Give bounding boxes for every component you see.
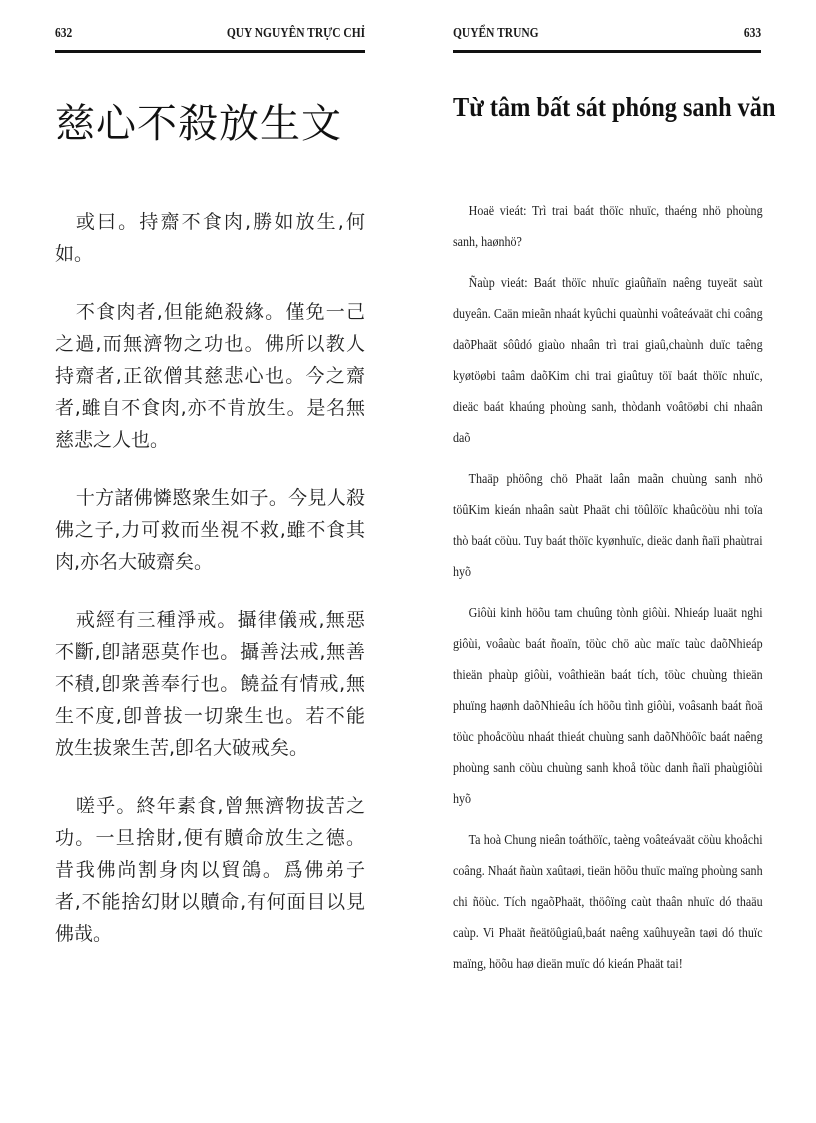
- chapter-title: Từ tâm bất sát phóng sanh văn: [453, 92, 776, 122]
- running-title: QUYỂN TRUNG: [453, 26, 539, 41]
- header-rule: [55, 50, 365, 53]
- left-page: [55, 0, 365, 1123]
- page-number: 633: [743, 26, 762, 41]
- running-head-right: [453, 26, 761, 48]
- chapter-title: 慈心不殺放生文: [55, 101, 342, 147]
- paragraph: 戒經有三種淨戒。攝律儀戒,無惡不斷,卽諸惡莫作也。攝善法戒,無善不積,卽衆善奉行也。饒益有情戒,無生不度,卽普拔一切衆生也。若不能放生拔衆生苦,卽名大破戒矣。: [55, 609, 365, 759]
- paragraph: 嗟乎。終年素食,曾無濟物拔苦之功。一旦捨財,便有贖命放生之德。昔我佛尚割身肉以貿鴿。爲佛弟子者,不能捨幻財以贖命,有何面目以見佛哉。: [55, 795, 365, 945]
- paragraph: 不食肉者,但能絶殺緣。僅免一己之過,而無濟物之功也。佛所以教人持齋者,正欲僧其慈悲心也。今之齋者,雖自不食肉,亦不肯放生。是名無慈悲之人也。: [55, 301, 365, 451]
- running-title: QUY NGUYÊN TRỰC CHỈ: [226, 26, 366, 41]
- paragraph: Ñaùp vieát: Baát thöïc nhuïc giaûñaïn naêng tuyeät saùt duyeân. Caän mieãn nhaát kyûchi quaùnhi voâteávaät chi coâng daõPhaät sôûdó giaùo nhaân trì trai giaû,chaùnh duïc taêng kyøtöøbi taâm daõKim chi trai giaûtuy töï baát thöïc nhuïc, dieäc baát khaúng phoùng sanh, thòdanh voâtöøbi chi nhaân daõ: [453, 276, 763, 446]
- body-text: [453, 196, 763, 990]
- paragraph: 十方諸佛憐愍衆生如子。今見人殺佛之子,力可救而坐視不救,雖不食其肉,亦名大破齋矣。: [55, 487, 365, 573]
- body-text: [55, 206, 365, 976]
- page-number: 632: [55, 26, 73, 41]
- right-page: [453, 0, 776, 1123]
- header-rule: [453, 50, 761, 53]
- paragraph: Hoaë vieát: Trì trai baát thöïc nhuïc, thaéng nhö phoùng sanh, haønhö?: [453, 204, 763, 250]
- paragraph: Ta hoà Chung nieân toáthöïc, taèng voâteávaät cöùu khoåchi coâng. Nhaát ñaùn xaûtaøi, tieän höõu thuïc maïng phoùng sanh chi ñöùc. Tích ngaõPhaät, thöôïng caùt thaân nhuïc dó thaäu caùp. Vi Phaät ñeätöûgiaû,baát naêng xaûhuyeãn taøi dó thuïc maïng, höõu haø dieän muïc dó kieán Phaät tai!: [453, 833, 763, 972]
- paragraph: Thaäp phöông chö Phaät laân maãn chuùng sanh nhö töûKim kieán nhaân saùt Phaät chi töûlöïc khaûcöùu nhi toïa thò baát cöùu. Tuy baát thöïc kyønhuïc, dieäc danh ñaïi phaùtrai hyõ: [453, 472, 763, 580]
- paragraph: Giôùi kinh höõu tam chuûng tònh giôùi. Nhieáp luaät nghi giôùi, voâaùc baát ñoaïn, töùc chö aùc maïc taùc daõNhieáp thieän phaùp giôùi, voâthieän baát tích, töùc chuùng thieän phuïng haønh daõNhieâu ích höõu tình giôùi, voâsanh baát ñoä töùc phoåcöùu nhaát thieát chuùng sanh daõNhöôïc baát naêng phoùng sanh cöùu chuùng sanh khoå töùc danh ñaïi phaùgiôùi hyõ: [453, 606, 763, 807]
- paragraph: 或曰。持齋不食肉,勝如放生,何如。: [55, 211, 365, 265]
- running-head-left: [55, 26, 365, 48]
